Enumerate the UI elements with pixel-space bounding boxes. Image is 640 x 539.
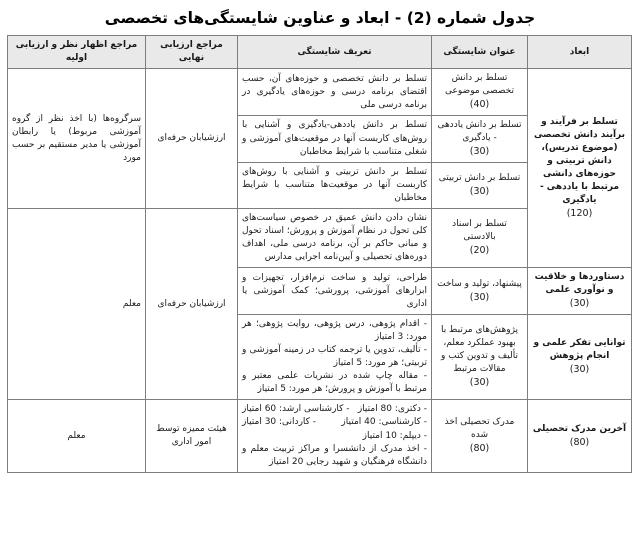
definition-score-right: - کارشناسی: 40 امتیاز <box>341 417 427 428</box>
competency-table <box>7 35 632 473</box>
definition-cell: تسلط بر دانش یاددهی-یادگیری و آشنایی با روش‌های کاربست آنها در موقعیت‌های آموزشی و شغلی متناسب با شرایط مخاطبان <box>238 116 432 163</box>
dimension-score: (30) <box>569 364 590 376</box>
table-header-row <box>8 36 632 69</box>
initial-refs-cell: معلم <box>8 400 146 472</box>
competency-score: (30) <box>469 377 490 389</box>
definition-score-row <box>242 403 427 416</box>
competency-cell <box>432 162 528 208</box>
definition-line: - تألیف، تدوین یا ترجمه کتاب در زمینه آموزشی و تربیتی؛ هر مورد: 5 امتیاز <box>242 345 427 369</box>
competency-label: تسلط بر دانش یاددهی - یادگیری <box>437 120 522 144</box>
final-refs-cell: هیئت ممیزه توسط امور اداری <box>146 400 238 472</box>
header-initial-evaluation-refs: مراجع اظهار نظر و ارزیابی اولیه <box>8 36 146 69</box>
definition-score-left: - کارشناسی ارشد: 60 امتیاز <box>242 404 350 415</box>
definition-extra-line: - اخذ مدرک از دانشسرا و مراکز تربیت معلم و دانشگاه فرهنگیان و شهید رجایی 20 امتیاز <box>242 443 427 467</box>
competency-label: پژوهش‌های مرتبط با بهبود عملکرد معلم، تألیف و تدوین کتب و مقالات مرتبط <box>440 325 519 375</box>
competency-score: (30) <box>469 291 490 303</box>
initial-refs-cell: معلم <box>8 209 146 400</box>
dimension-cell <box>528 315 632 400</box>
competency-cell <box>432 400 528 472</box>
competency-label: تسلط بر دانش تخصصی موضوعی <box>445 73 514 97</box>
definition-cell: نشان دادن دانش عمیق در خصوص سیاست‌های کلی تحول در نظام آموزش و پرورش؛ اسناد تحول و مبانی حاکم بر آن، برنامه درسی ملی، اهداف دوره‌های تحصیلی و آیین‌نامه اجرایی مدارس <box>238 209 432 268</box>
dimension-cell <box>528 400 632 472</box>
competency-label: مدرک تحصیلی اخذ شده <box>444 417 515 441</box>
table-row <box>8 69 632 116</box>
definition-cell: تسلط بر دانش تربیتی و آشنایی با روش‌های کاربست آنها در موقعیت‌ها متناسب با شرایط مخاطبان <box>238 162 432 208</box>
competency-cell <box>432 315 528 400</box>
definition-score-row <box>242 430 427 443</box>
dimension-score: (80) <box>569 436 590 448</box>
definition-score-right: - دکتری: 80 امتیاز <box>357 404 427 415</box>
dimension-label: توانایی تفکر علمی و انجام پژوهش <box>533 338 626 362</box>
competency-label: تسلط بر اسناد بالادستی <box>452 219 507 243</box>
header-dimension: ابعاد <box>528 36 632 69</box>
initial-refs-cell: سرگروه‌ها (با اخذ نظر از گروه آموزشی مربوط) یا رابطان آموزشی یا مدیر مستقیم بر حسب مورد <box>8 69 146 209</box>
header-competency-title: عنوان شایستگی <box>432 36 528 69</box>
table-body <box>8 69 632 472</box>
competency-score: (30) <box>469 186 490 198</box>
competency-score: (30) <box>469 146 490 158</box>
header-final-evaluation-refs: مراجع ارزیابی نهایی <box>146 36 238 69</box>
definition-score-left: - کاردانی: 30 امتیاز <box>242 417 317 428</box>
dimension-cell <box>528 268 632 315</box>
definition-cell <box>238 315 432 400</box>
definition-score-row <box>242 416 427 429</box>
final-refs-cell: ارزشیابان حرفه‌ای <box>146 209 238 400</box>
competency-cell <box>432 116 528 163</box>
competency-score: (80) <box>469 443 490 455</box>
competency-cell <box>432 69 528 116</box>
definition-cell: تسلط بر دانش تخصصی و حوزه‌های آن، حسب اقتضای برنامه درسی و حوزه‌های یادگیری در برنامه درسی ملی <box>238 69 432 116</box>
definition-score-right: - دیپلم: 10 امتیاز <box>362 430 427 441</box>
competency-cell <box>432 268 528 315</box>
competency-label: پیشنهاد، تولید و ساخت <box>437 278 522 289</box>
table-row <box>8 400 632 472</box>
competency-score: (20) <box>469 245 490 257</box>
dimension-score: (30) <box>569 298 590 310</box>
dimension-label: دستاوردها و خلاقیت و نوآوری علمی <box>534 272 625 296</box>
definition-cell <box>238 400 432 472</box>
dimension-label: آخرین مدرک تحصیلی <box>532 423 627 434</box>
page-title: جدول شماره (2) - ابعاد و عناوین شایستگی‌های تخصصی <box>104 9 536 27</box>
final-refs-cell: ارزشیابان حرفه‌ای <box>146 69 238 209</box>
definition-line: - مقاله چاپ شده در نشریات علمی معتبر و مرتبط با آموزش و پرورش؛ هر مورد: 5 امتیاز <box>242 371 427 395</box>
definition-line: - اقدام پژوهی، درس پژوهی، روایت پژوهی؛ هر مورد: 3 امتیاز <box>242 319 427 343</box>
definition-cell: طراحی، تولید و ساخت نرم‌افزار، تجهیزات و ابزارهای آموزشی، پرورشی؛ کمک آموزشی یا اداری <box>238 268 432 315</box>
competency-cell <box>432 209 528 268</box>
header-competency-definition: تعریف شایستگی <box>238 36 432 69</box>
competency-label: تسلط بر دانش تربیتی <box>438 173 521 184</box>
dimension-label: تسلط بر فرآیند و برآیند دانش تخصصی (موضوع تدریس)، دانش تربیتی و حوزه‌های دانشی مرتبط با یاددهی - یادگیری <box>533 116 626 205</box>
table-header <box>8 36 632 69</box>
dimension-cell <box>528 69 632 268</box>
competency-score: (40) <box>469 99 490 111</box>
dimension-score: (120) <box>566 208 593 220</box>
